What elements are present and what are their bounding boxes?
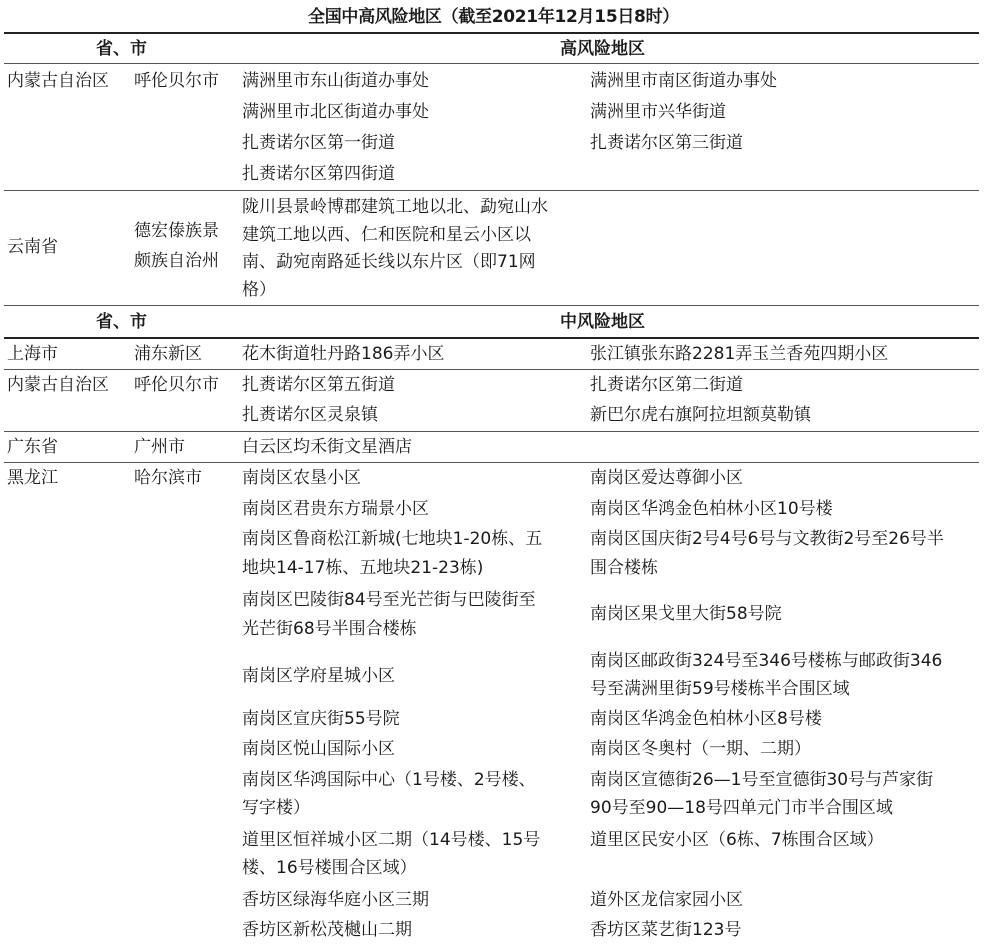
medium-risk-header-row [0,308,987,336]
area-cell: 香坊区菜艺街123号 [590,920,742,940]
area-cell: 南岗区华鸿金色柏林小区10号楼 [590,499,833,519]
header-medium-risk-areas: 中风险地区 [560,312,645,332]
area-cell: 满洲里市东山街道办事处 [242,71,429,91]
area-cell: 白云区均禾街文星酒店 [242,437,412,457]
area-cell-line: 光芒街68号半围合楼栋 [242,619,417,639]
area-cell: 香坊区绿海华庭小区三期 [242,890,429,910]
province-cell: 广东省 [7,437,58,457]
area-cell-line: 地块14-17栋、五地块21-23栋) [242,558,484,578]
area-cell-line: 南岗区邮政街324号至346号楼栋与邮政街346 [590,651,943,671]
area-cell: 香坊区新松茂樾山二期 [242,920,412,940]
area-cell: 张江镇张东路2281弄玉兰香苑四期小区 [590,344,889,364]
row-divider [4,305,979,306]
province-cell: 内蒙古自治区 [7,71,109,91]
province-cell: 云南省 [7,237,58,257]
area-cell-line: 建筑工地以西、仁和医院和星云小区以 [242,225,531,245]
city-cell: 呼伦贝尔市 [134,375,219,395]
area-cell: 南岗区学府星城小区 [242,666,395,686]
area-cell: 道外区龙信家园小区 [590,890,743,910]
document-title: 全国中高风险地区（截至2021年12月15日8时） [308,7,679,27]
area-cell: 花木街道牡丹路186弄小区 [242,344,445,364]
area-cell: 南岗区君贵东方瑞景小区 [242,499,429,519]
area-cell: 满洲里市南区街道办事处 [590,71,777,91]
area-cell: 扎赉诺尔区第四街道 [242,164,395,184]
province-cell: 内蒙古自治区 [7,375,109,395]
area-cell-line: 楼、16号楼围合区域） [242,858,417,878]
area-cell-line: 南岗区华鸿国际中心（1号楼、2号楼、 [242,770,536,790]
area-cell: 新巴尔虎右旗阿拉坦额莫勒镇 [590,405,811,425]
table-top-rule [4,32,979,34]
header-province-city: 省、市 [96,39,147,59]
area-cell: 扎赉诺尔区第一街道 [242,133,395,153]
province-cell: 上海市 [7,344,58,364]
high-risk-header-row [0,35,987,63]
area-cell-line: 围合楼栋 [590,558,658,578]
area-cell: 道里区民安小区（6栋、7栋围合区域） [590,830,884,850]
city-cell: 呼伦贝尔市 [134,71,219,91]
area-cell: 南岗区农垦小区 [242,468,361,488]
area-cell: 扎赉诺尔区灵泉镇 [242,405,378,425]
header-high-risk-areas: 高风险地区 [560,39,645,59]
area-cell: 满洲里市北区街道办事处 [242,102,429,122]
area-cell: 扎赉诺尔区第三街道 [590,133,743,153]
area-cell-line: 南岗区鲁商松江新城(七地块1-20栋、五 [242,529,543,549]
area-cell: 南岗区华鸿金色柏林小区8号楼 [590,709,822,729]
area-cell-line: 南岗区巴陵街84号至光芒街与巴陵街至 [242,590,536,610]
area-cell-line: 90号至90—18号四单元门市半合围区域 [590,798,893,818]
city-cell-line: 颇族自治州 [134,251,219,271]
area-cell-line: 道里区恒祥城小区二期（14号楼、15号 [242,830,541,850]
area-cell: 南岗区宣庆街55号院 [242,709,400,729]
area-cell: 南岗区果戈里大街58号院 [590,604,782,624]
area-cell: 满洲里市兴华街道 [590,102,726,122]
area-cell-line: 陇川县景岭博郡建筑工地以北、勐宛山水 [242,197,548,217]
header-rule [4,63,979,64]
area-cell-line: 南岗区宣德街26—1号至宣德街30号与芦家街 [590,770,934,790]
area-cell-line: 南岗区国庆街2号4号6号与文教街2号至26号半 [590,529,944,549]
area-cell: 南岗区冬奥村（一期、二期） [590,739,811,759]
area-cell: 南岗区爱达尊御小区 [590,468,743,488]
area-cell-line: 南、勐宛南路延长线以东片区（即71网 [242,252,536,272]
row-divider [4,190,979,191]
area-cell: 扎赉诺尔区第五街道 [242,375,395,395]
city-cell-line: 德宏傣族景 [134,221,219,241]
area-cell-line: 写字楼） [242,798,310,818]
area-cell-line: 号至满洲里街59号楼栋半合围区域 [590,679,850,699]
city-cell: 浦东新区 [134,344,202,364]
area-cell-line: 格） [242,280,276,300]
city-cell: 广州市 [134,437,185,457]
area-cell: 南岗区悦山国际小区 [242,739,395,759]
province-cell: 黑龙江 [7,468,58,488]
area-cell: 扎赉诺尔区第二街道 [590,375,743,395]
header-province-city: 省、市 [96,312,147,332]
city-cell: 哈尔滨市 [134,468,202,488]
